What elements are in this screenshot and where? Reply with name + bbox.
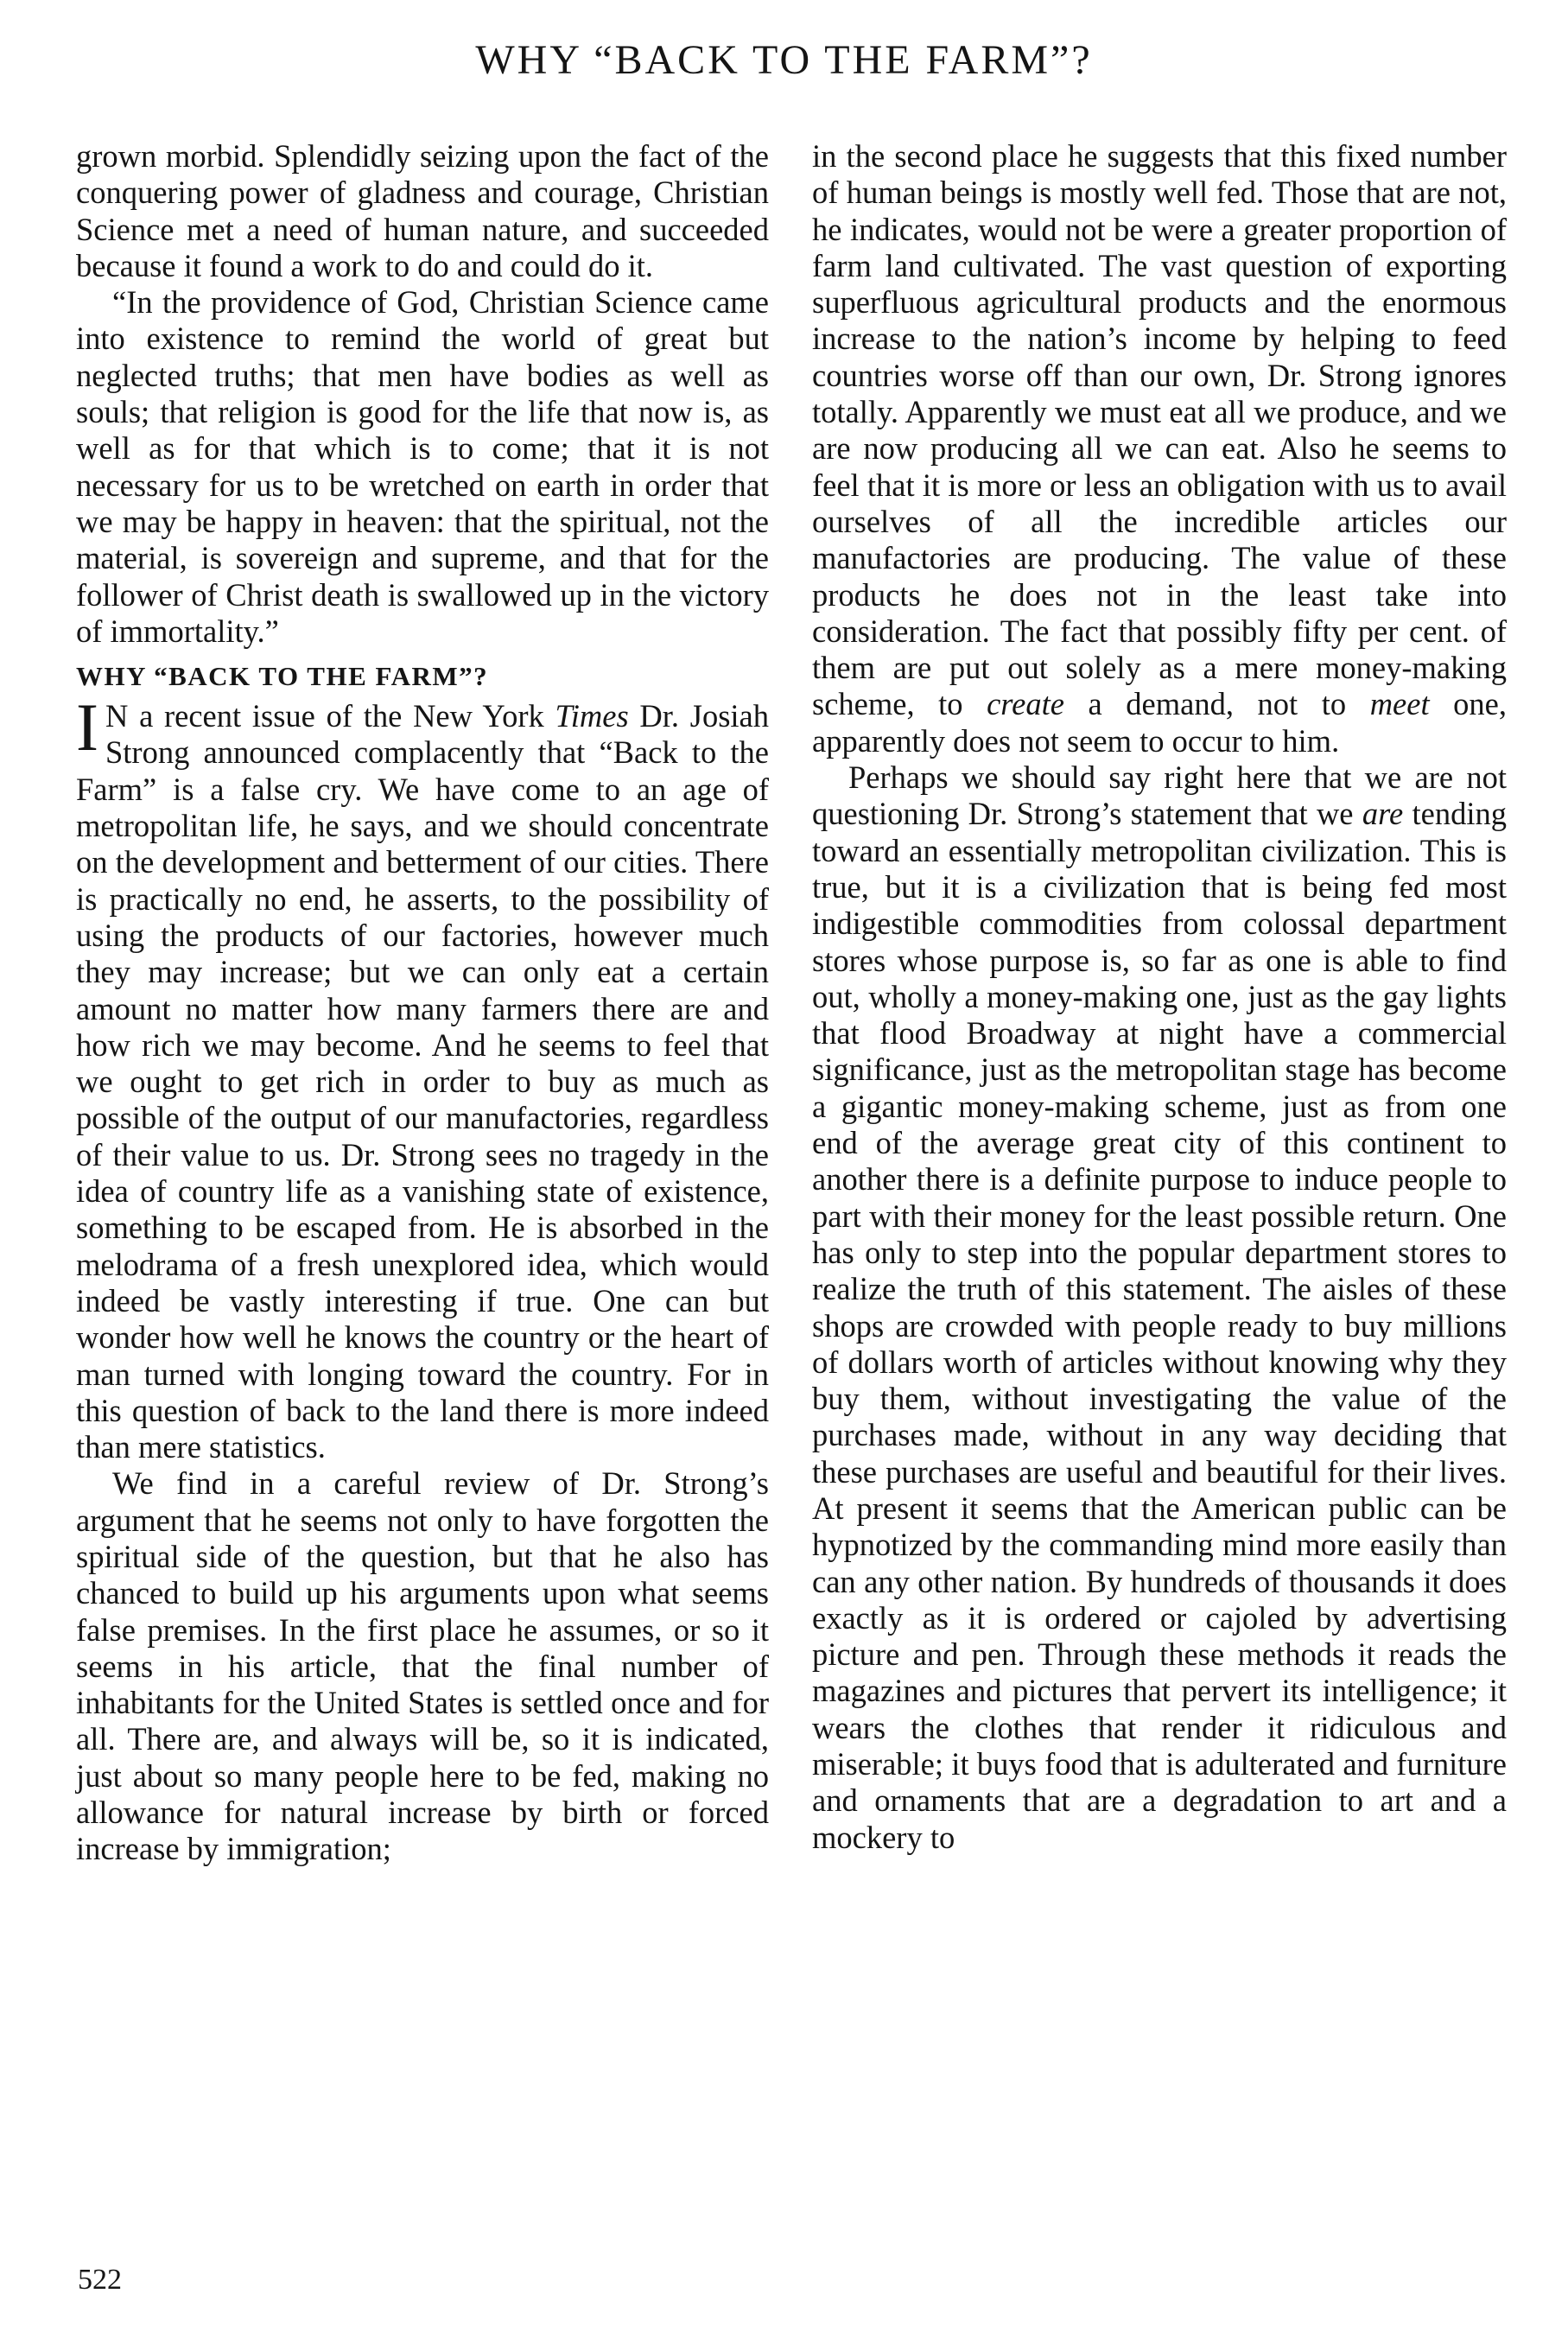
italic-word-create: create (987, 686, 1064, 722)
drop-cap: I (76, 689, 98, 766)
text-segment: in the second place he suggests that this fixed number of human beings is mostly well fed. Those that are not, he indicates, would not be were a greater proportion of farm land cultivated. The vast question of exporting superfluous agricultural products and the enormous increase to the nation’s income by helping to feed countries worse off than our own, Dr. Strong ignores totally. Apparently we must eat all we produce, and we are now producing all we can eat. Also he seems to feel that it is more or less an obligation with us to avail ourselves of all the incredible articles our manufactories are producing. The value of these products he does not in the least take into consideration. The fact that possibly fifty per cent. of them are put out solely as a mere money-making scheme, to (812, 138, 1507, 722)
text-segment: a demand, not to (1063, 686, 1370, 722)
paragraph-metropolitan-civilization (812, 759, 1507, 1856)
italic-word-are: are (1362, 796, 1404, 832)
page-number: 522 (78, 2264, 122, 2296)
opening-text-a: N a recent issue of the New York (105, 698, 555, 734)
paragraph-review: We find in a careful review of Dr. Strong’s argument that he seems not only to have forgotten the spiritual side of the question, but that he also has chanced to build up his arguments upon what seems false premises. In the first place he assumes, or so it seems in his article, that the final number of inhabitants for the United States is settled once and for all. There are, and always will be, so it is indicated, just about so many people here to be fed, making no allowance for natural increase by birth or forced increase by immigration; (76, 1465, 769, 1867)
newspaper-title: Times (555, 698, 629, 734)
right-column (812, 138, 1507, 1856)
paragraph-second-place (812, 138, 1507, 759)
running-head: WHY “BACK TO THE FARM”? (475, 37, 1093, 83)
text-segment: Perhaps we should say right here that we are not questioning Dr. Strong’s statement that we (812, 759, 1507, 832)
text-segment: tending toward an essentially metropolitan civilization. This is true, but it is a civilization that is being fed most indigestible commodities from colossal department stores whose purpose is, so far as one is able to find out, wholly a money-making one, just as the gay lights that flood Broadway at night have a commercial significance, just as the metropolitan stage has become a gigantic money-making scheme, just as from one end of the average great city of this continent to another there is a definite purpose to induce people to part with their money for the least possible return. One has only to step into the popular department stores to realize the truth of this statement. The aisles of these shops are crowded with people ready to buy millions of dollars worth of articles without knowing why they buy them, without investigating the value of the purchases made, without in any way deciding that these purchases are useful and beautiful for their lives. At present it seems that the American public can be hypnotized by the commanding mind more easily than can any other nation. By hundreds of thousands it does exactly as it is ordered or cajoled by advertising picture and pen. Through these methods it reads the magazines and pictures that pervert its intelligence; it wears the clothes that render it ridiculous and miserable; it buys food that is adulterated and furniture and ornaments that are a degradation to art and a mockery to (812, 796, 1507, 1855)
text-segment: one, apparently does not seem to occur to him. (812, 686, 1508, 759)
left-column (76, 138, 769, 1868)
section-heading: WHY “BACK TO THE FARM”? (76, 661, 489, 692)
opening-text-b: Dr. Josiah Strong announced complacently that “Back to the Farm” is a false cry. We have come to an age of metropolitan life, he says, and we should concentrate on the development and betterment of our cities. There is practically no end, he asserts, to the possibility of using the products of our factories, however much they may increase; but we can only eat a certain amount no matter how many farmers there are and how rich we may become. And he seems to feel that we ought to get rich in order to buy as much as possible of the output of our manufactories, regardless of their value to us. Dr. Strong sees no tragedy in the idea of country life as a vanishing state of existence, something to be escaped from. He is absorbed in the melodrama of a fresh unexplored idea, which would indeed be vastly interesting if true. One can but wonder how well he knows the country or the heart of man turned with longing toward the country. For in this question of back to the land there is more indeed than mere statistics. (76, 698, 769, 1465)
paragraph-article-opening (76, 689, 769, 1465)
paragraph-quotation: “In the providence of God, Christian Science came into existence to remind the world of great but neglected truths; that men have bodies as well as souls; that religion is good for the life that now is, as well as for that which is to come; that it is not necessary for us to be wretched on earth in order that we may be happy in heaven: that the spiritual, not the material, is sovereign and supreme, and that for the follower of Christ death is swallowed up in the victory of immortality.” (76, 284, 769, 649)
italic-word-meet: meet (1369, 686, 1430, 722)
paragraph-christian-science-end: grown morbid. Splendidly seizing upon the fact of the conquering power of gladness and courage, Christian Science met a need of human nature, and succeeded because it found a work to do and could do it. (76, 138, 769, 283)
